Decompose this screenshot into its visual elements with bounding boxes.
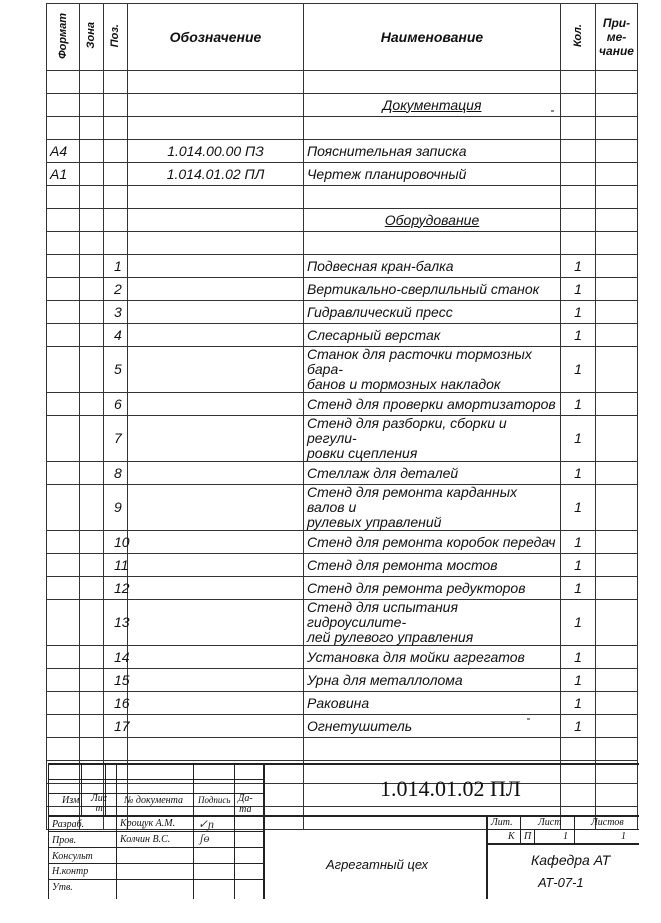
designation-cell — [128, 186, 304, 209]
section-row — [47, 209, 638, 232]
zone-cell — [80, 715, 104, 738]
name-cell: Урна для металлолома — [304, 669, 561, 692]
format-cell — [47, 692, 80, 715]
subject-title: Агрегатный цех — [326, 857, 429, 872]
lit-k: К — [508, 831, 515, 842]
name-cell: Чертеж планировочный — [304, 163, 561, 186]
document-code: 1.014.01.02 ПЛ — [380, 776, 521, 801]
date-label: Да- та — [238, 793, 253, 815]
name-cell — [304, 738, 561, 761]
designation-cell — [128, 393, 304, 416]
name-cell — [304, 347, 561, 393]
qty-cell: 1 — [561, 600, 596, 646]
zone-cell — [80, 209, 104, 232]
name-cell — [304, 416, 561, 462]
note-cell — [596, 692, 638, 715]
blank-row — [47, 117, 638, 140]
name-line-1: Стенд для разборки, сборки и регули- — [307, 415, 507, 446]
zone-cell — [80, 94, 104, 117]
zone-cell — [80, 738, 104, 761]
note-cell — [596, 577, 638, 600]
table-row — [47, 554, 638, 577]
zone-cell — [80, 416, 104, 462]
name-cell: Гидравлический пресс — [304, 301, 561, 324]
name-cell — [304, 117, 561, 140]
header-format: Формат — [47, 4, 80, 71]
pos-cell: 2 — [104, 278, 128, 301]
note-cell — [596, 209, 638, 232]
note-cell — [596, 554, 638, 577]
zone-cell — [80, 600, 104, 646]
scan-speck — [527, 718, 530, 720]
zone-cell — [80, 163, 104, 186]
pos-cell: 7 — [104, 416, 128, 462]
qty-cell: 1 — [561, 715, 596, 738]
pos-cell: 13 — [104, 600, 128, 646]
pos-cell: 6 — [104, 393, 128, 416]
zone-cell — [80, 255, 104, 278]
signature-checker: ʃɵ — [200, 831, 210, 845]
qty-cell — [561, 71, 596, 94]
zone-cell — [80, 301, 104, 324]
format-cell — [47, 209, 80, 232]
list-label: Лис т — [91, 793, 108, 814]
note-cell — [596, 163, 638, 186]
table-row — [47, 416, 638, 462]
sheet-label: Лист — [538, 817, 562, 828]
zone-cell — [80, 71, 104, 94]
note-cell — [596, 140, 638, 163]
format-cell — [47, 577, 80, 600]
qty-cell — [561, 117, 596, 140]
designation-cell — [128, 462, 304, 485]
table-row — [47, 324, 638, 347]
pos-cell — [104, 186, 128, 209]
designation-cell — [128, 117, 304, 140]
sheet-value: 1 — [563, 831, 568, 842]
table-row — [47, 462, 638, 485]
table-row — [47, 669, 638, 692]
zone-cell — [80, 324, 104, 347]
pos-cell: 12 — [104, 577, 128, 600]
name-cell — [304, 186, 561, 209]
checked-label: Пров. — [52, 835, 77, 846]
pos-cell — [104, 94, 128, 117]
izm-label: Изм — [62, 795, 80, 806]
designation-cell — [128, 209, 304, 232]
pos-cell: 9 — [104, 485, 128, 531]
pos-cell: 16 — [104, 692, 128, 715]
format-cell — [47, 347, 80, 393]
zone-cell — [80, 117, 104, 140]
designation-cell — [128, 347, 304, 393]
zone-cell — [80, 669, 104, 692]
qty-cell: 1 — [561, 255, 596, 278]
zone-cell — [80, 278, 104, 301]
designation-cell — [128, 255, 304, 278]
qty-cell: 1 — [561, 278, 596, 301]
table-row — [47, 301, 638, 324]
name-line-2: ровки сцепления — [307, 445, 418, 461]
pos-cell — [104, 140, 128, 163]
name-cell — [304, 485, 561, 531]
lit-label: Лит. — [491, 817, 513, 828]
format-cell — [47, 485, 80, 531]
designation-cell — [128, 715, 304, 738]
pos-cell: 1 — [104, 255, 128, 278]
pos-cell: 15 — [104, 669, 128, 692]
pos-cell: 10 — [104, 531, 128, 554]
designation-cell — [128, 278, 304, 301]
format-cell — [47, 186, 80, 209]
note-cell — [596, 531, 638, 554]
designation-cell — [128, 301, 304, 324]
header-name: Наименование — [304, 4, 561, 71]
name-cell: Слесарный верстак — [304, 324, 561, 347]
table-row — [47, 485, 638, 531]
designation-cell — [128, 94, 304, 117]
name-cell — [304, 600, 561, 646]
qty-cell: 1 — [561, 554, 596, 577]
qty-cell: 1 — [561, 301, 596, 324]
name-cell: Пояснительная записка — [304, 140, 561, 163]
zone-cell — [80, 232, 104, 255]
table-row — [47, 531, 638, 554]
designation-cell — [128, 232, 304, 255]
name-line-1: Стенд для испытания гидроусилите- — [307, 599, 458, 630]
note-cell — [596, 462, 638, 485]
table-row — [47, 278, 638, 301]
organization: Кафедра АТ — [531, 852, 611, 868]
qty-cell — [561, 738, 596, 761]
format-cell: А1 — [47, 163, 80, 186]
format-cell — [47, 71, 80, 94]
format-cell — [47, 232, 80, 255]
section-row — [47, 94, 638, 117]
name-cell: Огнетушитель — [304, 715, 561, 738]
qty-cell — [561, 186, 596, 209]
format-cell — [47, 646, 80, 669]
header-note: При- ме- чание — [596, 4, 638, 71]
name-line-2: рулевых управлений — [307, 514, 442, 530]
table-row — [47, 715, 638, 738]
header-qty: Кол. — [561, 4, 596, 71]
pos-cell — [104, 209, 128, 232]
format-cell — [47, 738, 80, 761]
designation-cell: 1.014.01.02 ПЛ — [128, 163, 304, 186]
zone-cell — [80, 186, 104, 209]
qty-cell — [561, 232, 596, 255]
table-row — [47, 393, 638, 416]
format-cell — [47, 301, 80, 324]
format-cell: А4 — [47, 140, 80, 163]
format-cell — [47, 255, 80, 278]
format-cell — [47, 278, 80, 301]
pos-cell: 8 — [104, 462, 128, 485]
pos-cell — [104, 71, 128, 94]
header-zone: Зона — [80, 4, 104, 71]
name-cell — [304, 71, 561, 94]
note-cell — [596, 117, 638, 140]
pos-cell — [104, 738, 128, 761]
pos-cell: 17 — [104, 715, 128, 738]
format-cell — [47, 324, 80, 347]
table-row — [47, 140, 638, 163]
note-cell — [596, 600, 638, 646]
format-cell — [47, 416, 80, 462]
designation-cell — [128, 485, 304, 531]
sheets-label: Листов — [591, 817, 624, 828]
qty-cell: 1 — [561, 416, 596, 462]
designation-cell — [128, 646, 304, 669]
zone-cell — [80, 140, 104, 163]
designation-cell — [128, 600, 304, 646]
note-cell — [596, 301, 638, 324]
name-cell: Оборудование — [304, 209, 561, 232]
qty-cell: 1 — [561, 531, 596, 554]
qty-cell — [561, 140, 596, 163]
sheets-value: 1 — [621, 831, 626, 842]
name-cell: Раковина — [304, 692, 561, 715]
note-cell — [596, 416, 638, 462]
zone-cell — [80, 531, 104, 554]
consult-label: Консульт — [52, 851, 93, 862]
qty-cell: 1 — [561, 577, 596, 600]
note-cell — [596, 485, 638, 531]
pos-cell — [104, 117, 128, 140]
specification-table — [46, 3, 638, 830]
scan-speck — [551, 110, 554, 112]
note-cell — [596, 669, 638, 692]
qty-cell: 1 — [561, 347, 596, 393]
qty-cell — [561, 209, 596, 232]
name-line-1: Станок для расточки тормозных бара- — [307, 346, 532, 377]
note-cell — [596, 255, 638, 278]
developer-name: Крощук А.М. — [120, 818, 176, 829]
designation-cell — [128, 554, 304, 577]
note-cell — [596, 232, 638, 255]
qty-cell: 1 — [561, 669, 596, 692]
zone-cell — [80, 646, 104, 669]
qty-cell: 1 — [561, 393, 596, 416]
designation-cell: 1.014.00.00 ПЗ — [128, 140, 304, 163]
designation-cell — [128, 692, 304, 715]
designation-cell — [128, 669, 304, 692]
table-row — [47, 692, 638, 715]
signature-developer: ✓ɲ — [198, 817, 215, 831]
qty-cell — [561, 163, 596, 186]
pos-cell: 11 — [104, 554, 128, 577]
designation-cell — [128, 577, 304, 600]
name-cell: Установка для мойки агрегатов — [304, 646, 561, 669]
format-cell — [47, 94, 80, 117]
note-cell — [596, 71, 638, 94]
zone-cell — [80, 692, 104, 715]
format-cell — [47, 531, 80, 554]
designation-cell — [128, 416, 304, 462]
zone-cell — [80, 347, 104, 393]
name-cell: Стеллаж для деталей — [304, 462, 561, 485]
zone-cell — [80, 577, 104, 600]
format-cell — [47, 715, 80, 738]
name-cell: Стенд для ремонта коробок передач — [304, 531, 561, 554]
table-row — [47, 646, 638, 669]
zone-cell — [80, 462, 104, 485]
format-cell — [47, 462, 80, 485]
table-header-row — [47, 4, 638, 71]
designation-cell — [128, 71, 304, 94]
table-row — [47, 347, 638, 393]
pos-cell: 4 — [104, 324, 128, 347]
sign-label: Подпись — [198, 795, 231, 805]
note-cell — [596, 324, 638, 347]
developed-label: Разраб. — [52, 819, 85, 830]
name-cell: Стенд для проверки амортизаторов — [304, 393, 561, 416]
doc-no-label: № документа — [124, 795, 183, 806]
designation-cell — [128, 738, 304, 761]
zone-cell — [80, 485, 104, 531]
blank-row — [47, 738, 638, 761]
pos-cell: 14 — [104, 646, 128, 669]
note-cell — [596, 715, 638, 738]
qty-cell — [561, 94, 596, 117]
table-row — [47, 163, 638, 186]
format-cell — [47, 393, 80, 416]
name-cell: Подвесная кран-балка — [304, 255, 561, 278]
designation-cell — [128, 531, 304, 554]
note-cell — [596, 347, 638, 393]
header-designation: Обозначение — [128, 4, 304, 71]
header-pos: Поз. — [104, 4, 128, 71]
pos-cell: 3 — [104, 301, 128, 324]
note-cell — [596, 186, 638, 209]
ncontrol-label: Н.контр — [52, 866, 89, 877]
name-cell: Стенд для ремонта мостов — [304, 554, 561, 577]
pos-cell: 5 — [104, 347, 128, 393]
note-cell — [596, 738, 638, 761]
group-code: АТ-07-1 — [538, 875, 584, 890]
lit-p: П — [524, 831, 532, 842]
blank-row — [47, 186, 638, 209]
note-cell — [596, 646, 638, 669]
qty-cell: 1 — [561, 485, 596, 531]
qty-cell: 1 — [561, 324, 596, 347]
note-cell — [596, 393, 638, 416]
pos-cell — [104, 163, 128, 186]
qty-cell: 1 — [561, 646, 596, 669]
designation-cell — [128, 324, 304, 347]
format-cell — [47, 117, 80, 140]
title-block — [48, 763, 639, 897]
table-row — [47, 255, 638, 278]
approved-label: Утв. — [52, 882, 73, 893]
name-cell: Стенд для ремонта редукторов — [304, 577, 561, 600]
blank-row — [47, 232, 638, 255]
name-cell: Документация — [304, 94, 561, 117]
format-cell — [47, 600, 80, 646]
name-line-1: Стенд для ремонта карданных валов и — [307, 484, 517, 515]
format-cell — [47, 554, 80, 577]
qty-cell: 1 — [561, 692, 596, 715]
name-cell — [304, 232, 561, 255]
format-cell — [47, 669, 80, 692]
table-row — [47, 600, 638, 646]
note-cell — [596, 278, 638, 301]
blank-row — [47, 71, 638, 94]
note-cell — [596, 94, 638, 117]
qty-cell: 1 — [561, 462, 596, 485]
table-row — [47, 577, 638, 600]
pos-cell — [104, 232, 128, 255]
zone-cell — [80, 393, 104, 416]
name-cell: Вертикально-сверлильный станок — [304, 278, 561, 301]
name-line-2: банов и тормозных накладок — [307, 376, 501, 392]
name-line-2: лей рулевого управления — [307, 629, 474, 645]
zone-cell — [80, 554, 104, 577]
checker-name: Колчин В.С. — [120, 834, 171, 845]
